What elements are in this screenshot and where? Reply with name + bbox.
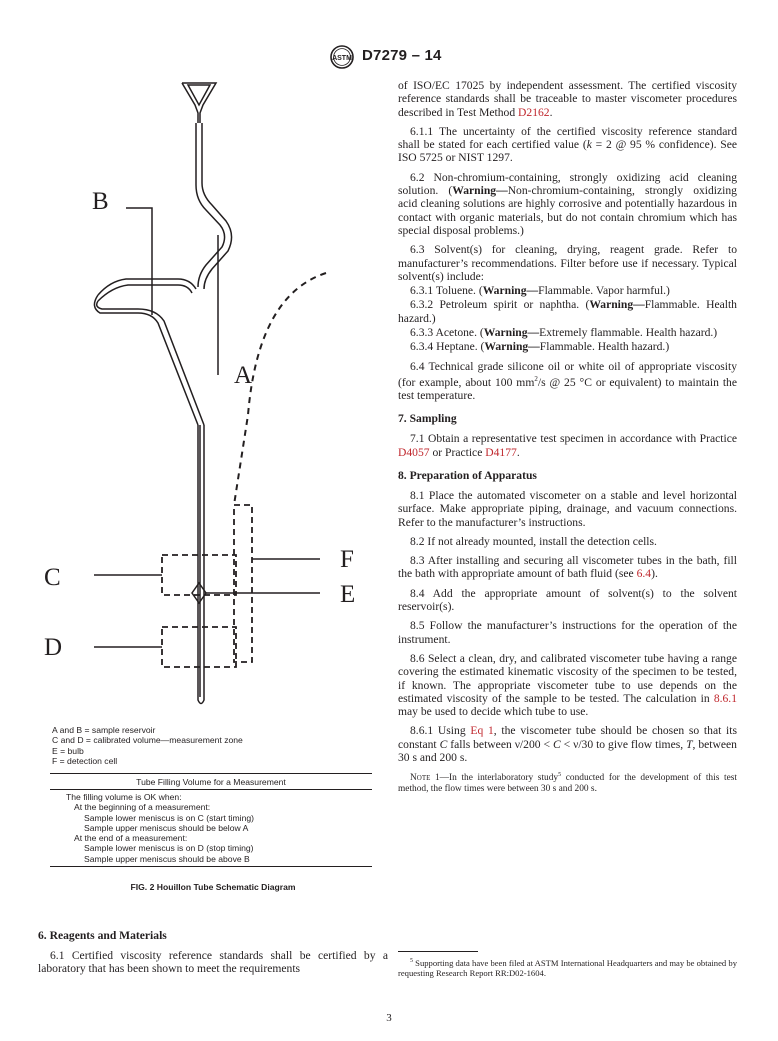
paragraph-6-1: 6.1 Certified viscosity reference standards shall be certified by a laboratory that has been shown to meet the requirements bbox=[38, 949, 388, 976]
paragraph-8-6: 8.6 Select a clean, dry, and calibrated viscometer tube having a range covering the estimated kinematic viscosity of the specimen to be tested, if known. The appropriate viscometer tube to use depends on the estimated viscosity of the sample to be tested. The calculation in 8.6.1 may be used to decide which tube to use. bbox=[398, 651, 737, 719]
document-id: D7279 – 14 bbox=[362, 47, 442, 64]
paragraph-8-6-1: 8.6.1 Using Eq 1, the viscometer tube should be chosen so that its constant C falls between ν/200 < C < ν/30 to give flow times, T, between 30 s and 200 s. bbox=[398, 724, 737, 765]
label-c: C bbox=[44, 564, 61, 591]
link-eq-1[interactable]: Eq 1 bbox=[470, 724, 494, 738]
left-column bbox=[38, 75, 388, 995]
paragraph-6-3-3: 6.3.3 Acetone. (Warning—Extremely flammable. Health hazard.) bbox=[410, 326, 718, 340]
table-row: Sample lower meniscus is on D (stop timing) bbox=[84, 843, 254, 854]
label-e: E bbox=[340, 581, 356, 608]
table-row: Sample lower meniscus is on C (start timing) bbox=[84, 812, 255, 823]
paragraph-8-2: 8.2 If not already mounted, install the detection cells. bbox=[410, 534, 657, 548]
houillon-tube-diagram bbox=[38, 75, 388, 725]
label-f: F bbox=[340, 546, 354, 573]
label-b: B bbox=[92, 188, 109, 215]
right-column bbox=[398, 79, 737, 795]
paragraph-6-1-1: 6.1.1 The uncertainty of the certified viscosity reference standard shall be stated for each certified value (k = 2 @ 95 % confidence). See ISO 5725 or NIST 1297. bbox=[398, 124, 738, 165]
filling-volume-table bbox=[50, 773, 372, 867]
paragraph-8-1: 8.1 Place the automated viscometer on a stable and level horizontal surface. Make appropriate piping, drainage, and vacuum connections. Refer to the manufacturer’s instructions. bbox=[398, 488, 737, 529]
footnote bbox=[398, 951, 737, 979]
table-title: Tube Filling Volume for a Measurement bbox=[50, 773, 372, 790]
legend-item: F = detection cell bbox=[52, 755, 118, 766]
section-heading: 7. Sampling bbox=[398, 412, 457, 426]
paragraph-6-3-2: 6.3.2 Petroleum spirit or naphtha. (Warning—Flammable. Health hazard.) bbox=[398, 298, 737, 325]
link-d4177[interactable]: D4177 bbox=[485, 445, 517, 459]
paragraph-8-3: 8.3 After installing and securing all viscometer tubes in the bath, fill the bath with appropriate amount of bath fluid (see 6.4). bbox=[398, 554, 737, 581]
legend-item: C and D = calibrated volume—measurement zone bbox=[52, 735, 243, 746]
figure-legend bbox=[52, 725, 243, 766]
page-number: 3 bbox=[386, 1012, 392, 1024]
label-d: D bbox=[44, 634, 63, 661]
astm-logo-icon bbox=[330, 45, 354, 69]
table-row: At the beginning of a measurement: bbox=[74, 802, 211, 813]
legend-item: E = bulb bbox=[52, 745, 84, 756]
note-1: Note 1—In the interlaboratory study$^5$ conducted for the development of this test method, the flow times were between 30 s and 200 s. bbox=[398, 772, 737, 795]
paragraph-6-3: 6.3 Solvent(s) for cleaning, drying, reagent grade. Refer to manufacturer’s recommendations. Filter before use if necessary. Typical solvent(s) include: bbox=[398, 243, 737, 283]
footnote-text: $^5$ Supporting data have been filed at ASTM International Headquarters and may be obtained by requesting Research Report RR:D02-1604. bbox=[398, 957, 737, 979]
paragraph-7-1: 7.1 Obtain a representative test specimen in accordance with Practice D4057 or Practice D4177. bbox=[398, 432, 737, 459]
section-heading: 6. Reagents and Materials bbox=[38, 929, 167, 942]
figure-caption: FIG. 2 Houillon Tube Schematic Diagram bbox=[130, 882, 296, 892]
table-row: Sample upper meniscus should be above B bbox=[84, 853, 250, 864]
page-header bbox=[0, 45, 778, 71]
paragraph-6-2: 6.2 Non-chromium-containing, strongly oxidizing acid cleaning solution. (Warning—Non-chromium-containing, strongly oxidizing acid cleaning solutions are highly corrosive and potentially hazardous in contact with organic materials, but do not contain chromium which has special disposal problems.) bbox=[398, 170, 737, 237]
paragraph-8-4: 8.4 Add the appropriate amount of solvent(s) to the solvent reservoir(s). bbox=[398, 586, 737, 614]
footnote-rule bbox=[398, 951, 478, 952]
label-a: A bbox=[234, 362, 253, 389]
section-heading: 8. Preparation of Apparatus bbox=[398, 468, 537, 482]
paragraph-6-4: 6.4 Technical grade silicone oil or white oil of appropriate viscosity (for example, about 100 $mm^2/s$ @ 25 °C or equivalent) to maintain the test temperature. bbox=[398, 359, 737, 403]
table-row: Sample upper meniscus should be below A bbox=[84, 822, 249, 833]
svg-text:ASTM: ASTM bbox=[332, 55, 352, 62]
legend-item: A and B = sample reservoir bbox=[52, 725, 156, 735]
link-d4057[interactable]: D4057 bbox=[398, 445, 430, 459]
link-6-4[interactable]: 6.4 bbox=[636, 567, 652, 581]
paragraph-8-5: 8.5 Follow the manufacturer’s instructions for the operation of the instrument. bbox=[398, 619, 737, 646]
link-d2162[interactable]: D2162 bbox=[518, 105, 550, 119]
paragraph-6-1-cont: of ISO/EC 17025 by independent assessment. The certified viscosity reference standards shall be traceable to master viscometer procedures described in Test Method D2162. bbox=[398, 79, 737, 119]
table-row: At the end of a measurement: bbox=[74, 833, 188, 844]
paragraph-6-3-1: 6.3.1 Toluene. (Warning—Flammable. Vapor harmful.) bbox=[410, 284, 670, 298]
section-6-start bbox=[38, 929, 388, 982]
link-8-6-1[interactable]: 8.6.1 bbox=[713, 691, 737, 705]
paragraph-6-3-4: 6.3.4 Heptane. (Warning—Flammable. Health hazard.) bbox=[410, 340, 670, 354]
table-row: The filling volume is OK when: bbox=[66, 792, 182, 802]
